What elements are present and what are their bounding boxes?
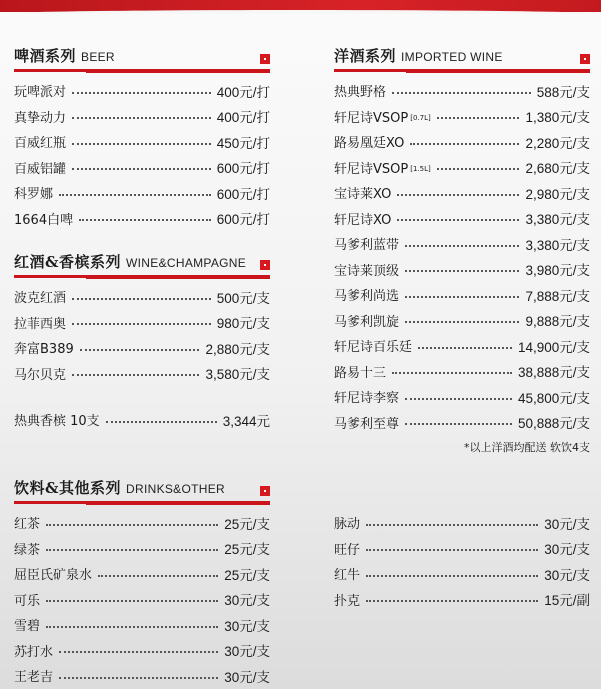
item-name: 路易十三 bbox=[334, 365, 387, 381]
dot-leader bbox=[405, 245, 519, 247]
menu-item bbox=[334, 282, 590, 308]
item-name: 旺仔 bbox=[334, 542, 361, 558]
item-name: 宝诗莱XO bbox=[334, 187, 392, 203]
red-square-icon bbox=[580, 54, 590, 64]
item-price: 980元/支 bbox=[216, 316, 270, 332]
drinks-columns bbox=[14, 504, 590, 689]
dot-leader bbox=[392, 372, 512, 374]
menu-item bbox=[334, 308, 590, 334]
menu-item bbox=[334, 206, 590, 232]
item-price: 600元/打 bbox=[216, 161, 270, 177]
menu-item bbox=[14, 129, 270, 155]
item-name: 轩尼诗李察 bbox=[334, 391, 400, 407]
menu-item bbox=[14, 663, 270, 689]
dot-leader bbox=[410, 143, 519, 145]
dot-leader bbox=[59, 651, 218, 653]
menu-item bbox=[14, 536, 270, 562]
item-name: 奔富B389 bbox=[14, 342, 74, 358]
item-price: 30元/支 bbox=[224, 644, 270, 660]
imported-title-en: IMPORTED WINE bbox=[401, 50, 503, 64]
menu-item bbox=[14, 638, 270, 664]
dot-leader bbox=[405, 321, 519, 323]
section-underline bbox=[14, 275, 270, 278]
red-square-icon bbox=[260, 54, 270, 64]
item-name: 马爹利至尊 bbox=[334, 416, 400, 432]
red-square-icon bbox=[260, 260, 270, 270]
section-underline bbox=[334, 69, 590, 72]
dot-leader bbox=[80, 349, 200, 351]
dot-leader bbox=[46, 600, 218, 602]
menu-item bbox=[334, 587, 590, 613]
dot-leader bbox=[366, 549, 538, 551]
item-name: 轩尼诗XO bbox=[334, 212, 392, 228]
item-price: 15元/副 bbox=[544, 593, 590, 609]
dot-leader bbox=[79, 219, 211, 221]
wine-list bbox=[14, 284, 270, 433]
wine-title-en: WINE&CHAMPAGNE bbox=[126, 256, 247, 270]
size-tag: [0.7L] bbox=[410, 114, 431, 123]
item-name: 轩尼诗百乐廷 bbox=[334, 340, 413, 356]
menu-item bbox=[334, 561, 590, 587]
imported-list bbox=[334, 78, 590, 435]
menu-item bbox=[14, 361, 270, 387]
menu-item bbox=[14, 612, 270, 638]
item-name: 红牛 bbox=[334, 568, 361, 584]
wine-title bbox=[14, 251, 246, 272]
menu-item bbox=[14, 155, 270, 181]
item-name: 玩啤派对 bbox=[14, 85, 67, 101]
item-price: 400元/打 bbox=[216, 84, 270, 100]
red-square-icon bbox=[260, 486, 270, 496]
dot-leader bbox=[392, 92, 531, 94]
menu-item bbox=[334, 129, 590, 155]
item-price: 3,344元 bbox=[222, 413, 270, 429]
beer-header bbox=[14, 46, 270, 72]
menu-item bbox=[14, 561, 270, 587]
item-price: 450元/打 bbox=[216, 135, 270, 151]
item-name: 百威红瓶 bbox=[14, 136, 67, 152]
menu-item bbox=[14, 284, 270, 310]
item-price: 38,888元/支 bbox=[517, 365, 590, 381]
item-price: 2,280元/支 bbox=[525, 135, 590, 151]
menu-item bbox=[14, 510, 270, 536]
dot-leader bbox=[72, 374, 199, 376]
menu-item bbox=[334, 78, 590, 104]
menu-item bbox=[334, 510, 590, 536]
item-price: 30元/支 bbox=[224, 669, 270, 685]
dot-leader bbox=[72, 117, 211, 119]
item-price: 2,980元/支 bbox=[525, 186, 590, 202]
dot-leader bbox=[397, 219, 519, 221]
beer-list bbox=[14, 78, 270, 231]
item-name: 马爹利凯旋 bbox=[334, 314, 400, 330]
dot-leader bbox=[72, 92, 211, 94]
imported-header bbox=[334, 46, 590, 72]
item-name: 马爹利尚选 bbox=[334, 289, 400, 305]
item-price: 7,888元/支 bbox=[525, 288, 590, 304]
item-name: 拉菲西奥 bbox=[14, 316, 67, 332]
menu-item bbox=[14, 335, 270, 361]
size-tag: [1.5L] bbox=[410, 165, 431, 174]
item-price: 2,880元/支 bbox=[205, 341, 270, 357]
dot-leader bbox=[397, 194, 519, 196]
dot-leader bbox=[72, 298, 211, 300]
menu-item bbox=[14, 104, 270, 130]
item-price: 14,900元/支 bbox=[517, 339, 590, 355]
item-price: 588元/支 bbox=[536, 84, 590, 100]
menu-item bbox=[14, 310, 270, 336]
menu-item bbox=[334, 384, 590, 410]
beer-title-cn: 啤酒系列 bbox=[14, 47, 77, 65]
item-price: 30元/支 bbox=[224, 618, 270, 634]
item-name: 可乐 bbox=[14, 593, 41, 609]
dot-leader bbox=[366, 575, 538, 577]
item-price: 25元/支 bbox=[224, 567, 270, 583]
dot-leader bbox=[72, 323, 211, 325]
drinks-list-right bbox=[334, 510, 590, 689]
drinks-title bbox=[14, 477, 225, 498]
dot-leader bbox=[72, 168, 211, 170]
item-price: 2,680元/支 bbox=[525, 161, 590, 177]
dot-leader bbox=[437, 117, 520, 119]
item-name: 脉动 bbox=[334, 517, 361, 533]
item-price: 25元/支 bbox=[224, 542, 270, 558]
item-price: 50,888元/支 bbox=[517, 416, 590, 432]
item-price: 9,888元/支 bbox=[525, 314, 590, 330]
wine-section bbox=[14, 252, 270, 433]
menu-item bbox=[334, 410, 590, 436]
menu-item bbox=[334, 359, 590, 385]
dot-leader bbox=[59, 677, 218, 679]
item-name: 绿茶 bbox=[14, 542, 41, 558]
drinks-section bbox=[14, 478, 590, 689]
item-name: 热典香槟 10支 bbox=[14, 414, 100, 430]
menu-item bbox=[334, 333, 590, 359]
item-name: 轩尼诗VSOP [0.7L] bbox=[334, 110, 431, 126]
beer-title bbox=[14, 45, 115, 66]
item-price: 400元/打 bbox=[216, 110, 270, 126]
item-price: 3,580元/支 bbox=[205, 367, 270, 383]
wine-header bbox=[14, 252, 270, 278]
item-name: 1664白啤 bbox=[14, 212, 74, 228]
top-banner bbox=[0, 0, 601, 12]
drinks-list-left bbox=[14, 510, 270, 689]
dot-leader bbox=[72, 143, 211, 145]
dot-leader bbox=[46, 549, 218, 551]
item-name: 马尔贝克 bbox=[14, 367, 67, 383]
item-price: 3,380元/支 bbox=[525, 212, 590, 228]
dot-leader bbox=[46, 626, 218, 628]
drinks-header bbox=[14, 478, 270, 504]
dot-leader bbox=[106, 421, 217, 423]
dot-leader bbox=[437, 168, 520, 170]
item-name: 真挚动力 bbox=[14, 110, 67, 126]
item-price: 600元/打 bbox=[216, 212, 270, 228]
item-name: 轩尼诗VSOP [1.5L] bbox=[334, 161, 431, 177]
item-name: 波克红酒 bbox=[14, 291, 67, 307]
dot-leader bbox=[405, 296, 519, 298]
imported-note: *以上洋酒均配送 软饮4支 bbox=[464, 441, 590, 454]
item-price: 30元/支 bbox=[544, 542, 590, 558]
item-name: 路易凰廷XO bbox=[334, 136, 405, 152]
drinks-title-en: DRINKS&OTHER bbox=[126, 482, 225, 496]
imported-section bbox=[334, 46, 590, 455]
menu-item bbox=[14, 78, 270, 104]
menu-item bbox=[334, 231, 590, 257]
item-name: 红茶 bbox=[14, 517, 41, 533]
item-price: 30元/支 bbox=[224, 593, 270, 609]
item-price: 45,800元/支 bbox=[517, 390, 590, 406]
dot-leader bbox=[405, 270, 519, 272]
wine-title-cn: 红酒&香槟系列 bbox=[14, 253, 122, 271]
item-name: 王老吉 bbox=[14, 670, 54, 686]
dot-leader bbox=[366, 600, 538, 602]
menu-item bbox=[14, 587, 270, 613]
menu-item bbox=[334, 257, 590, 283]
imported-title bbox=[334, 45, 503, 66]
item-name: 苏打水 bbox=[14, 644, 54, 660]
beer-title-en: BEER bbox=[81, 50, 115, 64]
item-name: 百威铝罐 bbox=[14, 161, 67, 177]
dot-leader bbox=[405, 398, 512, 400]
menu-item bbox=[334, 104, 590, 130]
drinks-title-cn: 饮料&其他系列 bbox=[14, 479, 122, 497]
dot-leader bbox=[59, 194, 211, 196]
beer-section bbox=[14, 46, 270, 231]
section-underline bbox=[14, 69, 270, 72]
item-name: 扑克 bbox=[334, 593, 361, 609]
item-price: 1,380元/支 bbox=[525, 110, 590, 126]
menu-item bbox=[334, 180, 590, 206]
item-price: 600元/打 bbox=[216, 186, 270, 202]
menu-item bbox=[14, 206, 270, 232]
menu-item bbox=[334, 155, 590, 181]
dot-leader bbox=[46, 524, 218, 526]
item-name: 屈臣氏矿泉水 bbox=[14, 568, 93, 584]
imported-title-cn: 洋酒系列 bbox=[334, 47, 397, 65]
section-underline bbox=[14, 501, 270, 504]
item-price: 3,980元/支 bbox=[525, 263, 590, 279]
dot-leader bbox=[98, 575, 218, 577]
dot-leader bbox=[366, 524, 538, 526]
item-price: 500元/支 bbox=[216, 290, 270, 306]
item-price: 30元/支 bbox=[544, 567, 590, 583]
item-name: 科罗娜 bbox=[14, 187, 54, 203]
menu-item bbox=[14, 180, 270, 206]
item-name: 雪碧 bbox=[14, 619, 41, 635]
dot-leader bbox=[418, 347, 512, 349]
item-name: 马爹利蓝带 bbox=[334, 238, 400, 254]
item-price: 3,380元/支 bbox=[525, 237, 590, 253]
item-name: 热典野格 bbox=[334, 85, 387, 101]
item-price: 30元/支 bbox=[544, 516, 590, 532]
dot-leader bbox=[405, 423, 512, 425]
item-price: 25元/支 bbox=[224, 516, 270, 532]
menu-item bbox=[334, 536, 590, 562]
menu-item-champagne bbox=[14, 407, 270, 433]
item-name: 宝诗莱顶级 bbox=[334, 263, 400, 279]
